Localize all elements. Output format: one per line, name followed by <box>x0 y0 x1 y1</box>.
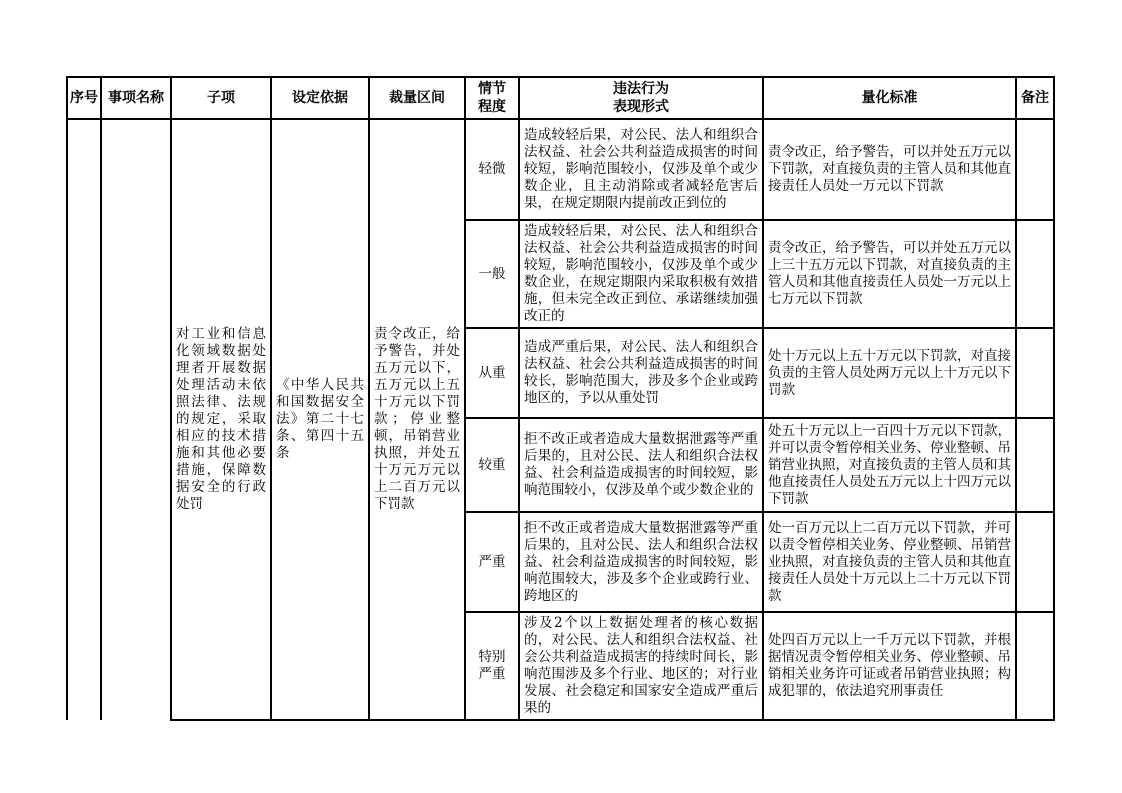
discretion-table <box>66 76 1055 721</box>
cell-remark-minor <box>1016 119 1054 220</box>
cell-behavior-serious: 拒不改正或者造成大量数据泄露等严重后果的，且对公民、法人和组织合法权益、社会利益造成损害的时间较短，影响范围较大，涉及多个企业或跨行业、跨地区的 <box>519 512 763 612</box>
cell-severity-serious: 严重 <box>465 512 519 612</box>
cell-severity-relatively-serious: 较重 <box>465 418 519 512</box>
cell-behavior-general: 造成较轻后果，对公民、法人和组织合法权益、社会公共利益造成损害的时间较短，影响范围较小，仅涉及单个或少数企业，在规定期限内采取积极有效措施，但未完全改正到位、承诺继续加强改正的 <box>519 220 763 328</box>
cell-discretion-range: 责令改正，给予警告，并处五万元以下，五万元以上五十万元以下罚款；停业整顿，吊销营业执照，并处五十万元万元以上二百万元以下罚款 <box>369 119 465 720</box>
cell-standard-relatively-serious: 处五十万元以上一百四十万元以下罚款，并可以责令暂停相关业务、停业整顿、吊销营业执照，对直接负责的主管人员和其他直接责任人员处五万元以上十四万元以下罚款 <box>763 418 1016 512</box>
cell-remark-especially-serious <box>1016 612 1054 720</box>
cell-behavior-aggravated: 造成严重后果，对公民、法人和组织合法权益、社会公共利益造成损害的时间较长，影响范围大，涉及多个企业或跨地区的，予以从重处罚 <box>519 328 763 418</box>
cell-sub-item: 对工业和信息化领域数据处理者开展数据处理活动未依照法律、法规的规定，采取相应的技术措施和其他必要措施，保障数据安全的行政处罚 <box>171 119 271 720</box>
cell-severity-aggravated: 从重 <box>465 328 519 418</box>
cell-behavior-minor: 造成较轻后果，对公民、法人和组织合法权益、社会公共利益造成损害的时间较短，影响范围较小，仅涉及单个或少数企业，且主动消除或者减轻危害后果，在规定期限内提前改正到位的 <box>519 119 763 220</box>
cell-severity-minor: 轻微 <box>465 119 519 220</box>
cell-setting-basis: 《中华人民共和国数据安全法》第二十七条、第四十五条 <box>271 119 369 720</box>
cell-standard-general: 责令改正，给予警告，可以并处五万元以上三十五万元以下罚款，对直接负责的主管人员和其他直接责任人员处一万元以上七万元以下罚款 <box>763 220 1016 328</box>
cell-serial-number <box>67 119 101 720</box>
cell-remark-serious <box>1016 512 1054 612</box>
header-serial-number: 序号 <box>67 77 101 119</box>
cell-remark-relatively-serious <box>1016 418 1054 512</box>
cell-behavior-relatively-serious: 拒不改正或者造成大量数据泄露等严重后果的，且对公民、法人和组织合法权益、社会利益造成损害的时间较短，影响范围较小，仅涉及单个或少数企业的 <box>519 418 763 512</box>
cell-item-name <box>101 119 171 720</box>
table-row <box>67 119 1054 220</box>
header-row <box>67 77 1054 119</box>
cell-remark-aggravated <box>1016 328 1054 418</box>
cell-remark-general <box>1016 220 1054 328</box>
cell-standard-minor: 责令改正，给予警告，可以并处五万元以下罚款，对直接负责的主管人员和其他直接责任人员处一万元以下罚款 <box>763 119 1016 220</box>
cell-standard-aggravated: 处十万元以上五十万元以下罚款，对直接负责的主管人员处两万元以上十万元以下罚款 <box>763 328 1016 418</box>
header-setting-basis: 设定依据 <box>271 77 369 119</box>
header-sub-item: 子项 <box>171 77 271 119</box>
header-item-name: 事项名称 <box>101 77 171 119</box>
header-quantified-standard: 量化标准 <box>763 77 1016 119</box>
header-illegal-behavior-form: 违法行为 表现形式 <box>519 77 763 119</box>
cell-standard-serious: 处一百万元以上二百万元以下罚款，并可以责令暂停相关业务、停业整顿、吊销营业执照，对直接负责的主管人员和其他直接责任人员处十万元以上二十万元以下罚款 <box>763 512 1016 612</box>
cell-severity-general: 一般 <box>465 220 519 328</box>
cell-severity-especially-serious: 特别严重 <box>465 612 519 720</box>
cell-behavior-especially-serious: 涉及2个以上数据处理者的核心数据的，对公民、法人和组织合法权益、社会公共利益造成损害的持续时间长，影响范围涉及多个行业、地区的；对行业发展、社会稳定和国家安全造成严重后果的 <box>519 612 763 720</box>
header-remarks: 备注 <box>1016 77 1054 119</box>
cell-standard-especially-serious: 处四百万元以上一千万元以下罚款，并根据情况责令暂停相关业务、停业整顿、吊销相关业务许可证或者吊销营业执照；构成犯罪的，依法追究刑事责任 <box>763 612 1016 720</box>
header-discretion-range: 裁量区间 <box>369 77 465 119</box>
header-severity-degree: 情节 程度 <box>465 77 519 119</box>
